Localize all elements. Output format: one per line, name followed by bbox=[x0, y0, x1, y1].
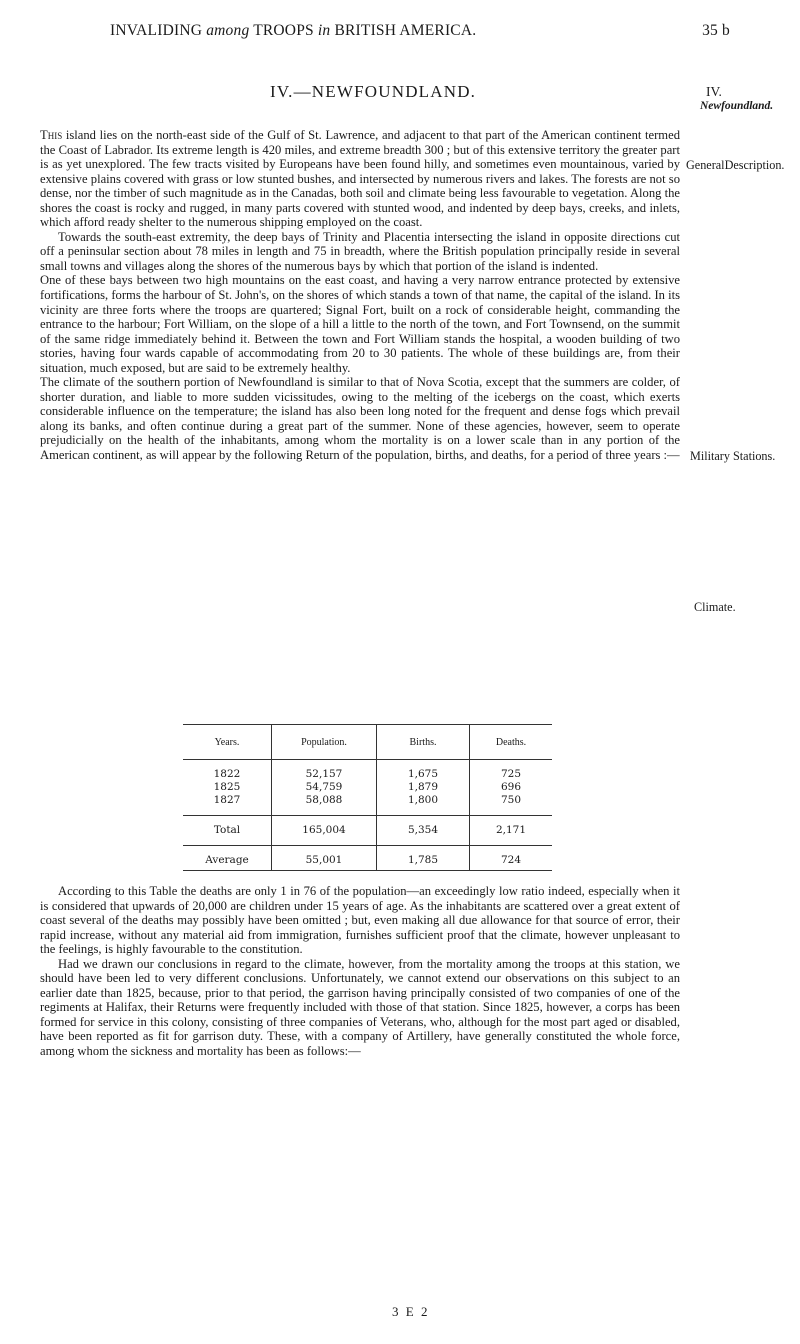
table-header: Population. bbox=[272, 725, 377, 760]
body-text-upper bbox=[40, 128, 680, 463]
table-cell: 55,001 bbox=[272, 854, 377, 871]
table-cell: 54,759 bbox=[272, 781, 377, 794]
paragraph: Towards the south-east extremity, the deep bays of Trinity and Placentia intersecting the island in opposite directions cut off a peninsular section about 78 miles in length and 75 in breadth, where the British population principally reside in several small towns and villages along the shores of the numerous bays by which that portion of the island is indented. bbox=[40, 229, 680, 273]
table-header: Births. bbox=[377, 725, 470, 760]
paragraph: The climate of the southern portion of Newfoundland is similar to that of Nova Scotia, except that the summers are colder, of shorter duration, and liable to more sudden vicissitudes, owing to the melting of the icebergs on the coast, which exerts considerable influence on the temperature; the island has also been long noted for the frequent and dense fogs which prevail along its banks, and often continue during a great part of the summer. None of these agencies, however, seem to operate prejudicially on the health of the inhabitants, among whom the mortality is on a lower scale than in any portion of the American continent, as will appear by the following Return of the population, births, and deaths, for a period of three years :— bbox=[40, 375, 680, 463]
section-side-name: Newfoundland. bbox=[700, 100, 774, 112]
paragraph bbox=[40, 128, 680, 230]
section-title: IV.—NEWFOUNDLAND. bbox=[270, 82, 477, 101]
section-sidenote bbox=[700, 84, 790, 114]
population-table bbox=[183, 724, 552, 871]
table-cell: 58,088 bbox=[272, 794, 377, 807]
table-row bbox=[183, 794, 552, 807]
running-header bbox=[110, 22, 730, 40]
table-header: Years. bbox=[183, 725, 272, 760]
table-cell: 52,157 bbox=[272, 768, 377, 781]
table-header-row bbox=[183, 725, 552, 760]
table-average-row bbox=[183, 854, 552, 871]
table-cell: Total bbox=[213, 824, 241, 836]
margin-note-climate: Climate. bbox=[694, 600, 736, 614]
table-cell: 2,171 bbox=[470, 824, 553, 837]
table-cell: 1825 bbox=[213, 781, 241, 793]
table-cell: 1,675 bbox=[377, 768, 470, 781]
table-cell: 165,004 bbox=[272, 824, 377, 837]
page-number: 35 b bbox=[702, 22, 730, 39]
table-cell: 696 bbox=[470, 781, 553, 794]
table-cell: 724 bbox=[470, 854, 553, 871]
body-text-lower bbox=[40, 884, 680, 1059]
table-header: Deaths. bbox=[470, 725, 553, 760]
table-cell: 1,785 bbox=[377, 854, 470, 871]
signature-mark: 3 E 2 bbox=[392, 1304, 430, 1319]
paragraph-lead-word: This bbox=[40, 128, 63, 142]
table-cell: 5,354 bbox=[377, 824, 470, 837]
paragraph: According to this Table the deaths are only 1 in 76 of the population—an exceedingly low ratio indeed, especially when it is considered that upwards of 20,000 are children under 15 years of age. As the inhabitants are scattered over a great extent of coast several of the deaths may possibly have been omitted ; but, even making all due allowance for that source of error, their rapid increase, without any material aid from immigration, furnishes sufficient proof that the climate, however unpleasant to the feelings, is highly favourable to the constitution. bbox=[40, 884, 680, 957]
margin-note-general: GeneralDescription. bbox=[686, 158, 785, 172]
table-total-row bbox=[183, 824, 552, 837]
table-cell: 725 bbox=[470, 768, 553, 781]
paragraph: Had we drawn our conclusions in regard to the climate, however, from the mortality among the troops at this station, we should have been led to very different conclusions. Unfortunately, we cannot extend our observations on this subject to an earlier date than 1825, because, prior to that period, the garrison having principally consisted of two companies of one of the regiments at Halifax, their Returns were frequently included with those of that station. Since 1825, however, a corps has been formed for service in this colony, consisting of three companies of Veterans, who, although for the most part aged or disabled, have been reported as fit for garrison duty. These, with a company of Artillery, have generally constituted the whole force, among whom the sickness and mortality has been as follows:— bbox=[40, 956, 680, 1059]
table-row bbox=[183, 781, 552, 794]
table-cell: 1827 bbox=[213, 794, 241, 806]
table-cell: 1,800 bbox=[377, 794, 470, 807]
running-title: INVALIDING among TROOPS in BRITISH AMERICA. bbox=[110, 22, 477, 39]
margin-note-military: Military Stations. bbox=[690, 449, 776, 463]
table-cell: 1822 bbox=[213, 768, 241, 780]
table-cell: Average bbox=[183, 854, 272, 871]
table-cell: 1,879 bbox=[377, 781, 470, 794]
table-row bbox=[183, 768, 552, 781]
paragraph-text: island lies on the north-east side of the Gulf of St. Lawrence, and adjacent to that part of the American continent termed the Coast of Labrador. Its extreme length is 420 miles, and extreme breadth 300 ; but of this extensive territory the greater part is as yet unexplored. The few tracts visited by Europeans have been found hilly, and sometimes even mountainous, varied by extensive plains covered with grass or low stunted bushes, and intersected by numerous rivers and lakes. The forests are not so dense, nor the timber of such magnitude as in the Canadas, both soil and climate being less favourable to vegetation. Along the shores the coast is rocky and rugged, in many parts covered with stunted wood, and indented by deep bays, creeks, and inlets, which afford ready shelter to the numerous shipping employed on the coast. bbox=[40, 128, 680, 230]
table-cell: 750 bbox=[470, 794, 553, 807]
section-side-number: IV. bbox=[706, 84, 722, 99]
paragraph: One of these bays between two high mountains on the east coast, and having a very narrow entrance protected by extensive fortifications, forms the harbour of St. John's, on the shores of which stands a town of that name, the capital of the island. In its vicinity are three forts where the troops are quartered; Signal Fort, built on a rock of considerable height, commanding the entrance to the harbour; Fort William, on the slope of a hill a little to the north of the town, and Fort Townsend, on the summit of the same ridge immediately behind it. Between the town and Fort William stands the hospital, a wooden building of two stories, having four wards capable of accommodating from 20 to 30 patients. The whole of these buildings are, from their situation, much exposed, but are said to be extremely healthy. bbox=[40, 273, 680, 375]
